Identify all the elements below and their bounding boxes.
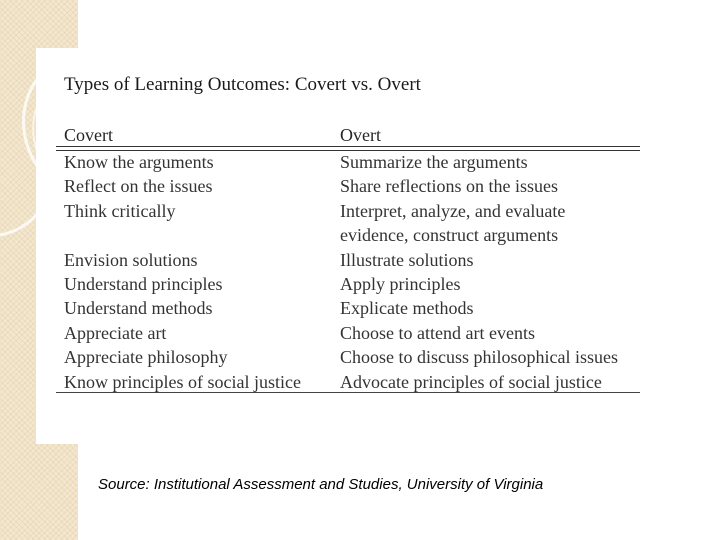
covert-cell: Envision solutions [64, 249, 198, 270]
page-title: Types of Learning Outcomes: Covert vs. Overt [64, 74, 421, 95]
column-header-covert: Covert [64, 125, 113, 145]
overt-cell: Explicate methods [340, 298, 474, 319]
covert-cell: Know the arguments [64, 152, 214, 172]
overt-cell: Advocate principles of social justice [340, 371, 602, 392]
table-row [64, 174, 640, 198]
overt-cell: Choose to attend art events [340, 322, 535, 343]
covert-cell: Reflect on the issues [64, 176, 213, 197]
overt-cell: Illustrate solutions [340, 249, 474, 270]
table-row [64, 321, 640, 345]
source-citation: Source: Institutional Assessment and Studies, University of Virginia [98, 476, 544, 493]
covert-cell: Know principles of social justice [64, 371, 301, 392]
table-row [64, 370, 640, 394]
covert-cell: Appreciate art [64, 322, 167, 343]
covert-cell: Appreciate philosophy [64, 347, 228, 368]
table-bottom-rule [56, 392, 640, 393]
covert-cell: Think critically [64, 200, 176, 221]
covert-cell: Understand methods [64, 298, 213, 319]
overt-cell: Share reflections on the issues [340, 176, 558, 197]
table-row [64, 248, 640, 272]
table-row [64, 296, 640, 320]
table-row [64, 199, 640, 248]
table-row [64, 272, 640, 296]
outcomes-table [64, 150, 640, 394]
overt-cell: Summarize the arguments [340, 152, 528, 172]
covert-cell: Understand principles [64, 274, 223, 295]
overt-cell: Apply principles [340, 274, 461, 295]
table-row [64, 150, 640, 174]
overt-cell: Interpret, analyze, and evaluate evidence, construct arguments [340, 200, 566, 246]
overt-cell: Choose to discuss philosophical issues [340, 347, 618, 368]
column-header-overt: Overt [340, 125, 381, 145]
table-row [64, 345, 640, 369]
